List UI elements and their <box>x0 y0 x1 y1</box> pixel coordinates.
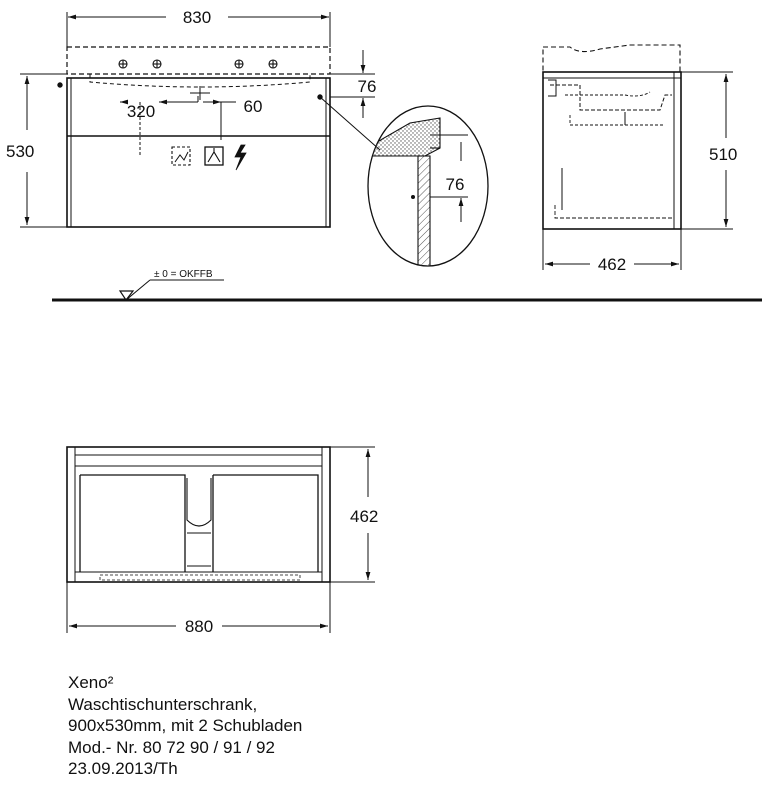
plan-depth-label: 462 <box>350 507 379 526</box>
side-view <box>543 45 681 229</box>
top-thickness-label: 76 <box>357 77 377 96</box>
side-dimensions <box>543 72 733 270</box>
detail-thickness-label: 76 <box>445 175 465 194</box>
title-block <box>68 672 302 780</box>
cabinet-side <box>543 72 681 229</box>
front-dimensions <box>20 12 375 227</box>
plan-width-label: 880 <box>184 617 214 636</box>
product-type: Waschtischunterschrank, <box>68 694 258 714</box>
detail-view <box>368 106 488 276</box>
drawing-date: 23.09.2013/Th <box>68 759 178 778</box>
basin-outline <box>67 47 330 74</box>
product-size: 900x530mm, mit 2 Schubladen <box>68 716 303 735</box>
model-number: Mod.- Nr. 80 72 90 / 91 / 92 <box>68 737 275 757</box>
floor-line <box>52 280 762 300</box>
tap-holes <box>119 60 277 68</box>
plan-view <box>67 447 330 582</box>
side-depth-label: 462 <box>597 255 627 274</box>
electric-icon <box>235 145 246 170</box>
front-height-label: 530 <box>6 142 35 161</box>
front-view <box>58 47 330 227</box>
side-height-label: 510 <box>709 145 738 164</box>
tap-spacing-label: 320 <box>126 102 156 121</box>
product-name: Xeno² <box>68 673 114 692</box>
front-width-label: 830 <box>182 8 212 27</box>
drain-offset-label: 60 <box>243 97 263 116</box>
floor-level-label: ± 0 = OKFFB <box>154 269 213 280</box>
cabinet-plan <box>67 447 330 582</box>
